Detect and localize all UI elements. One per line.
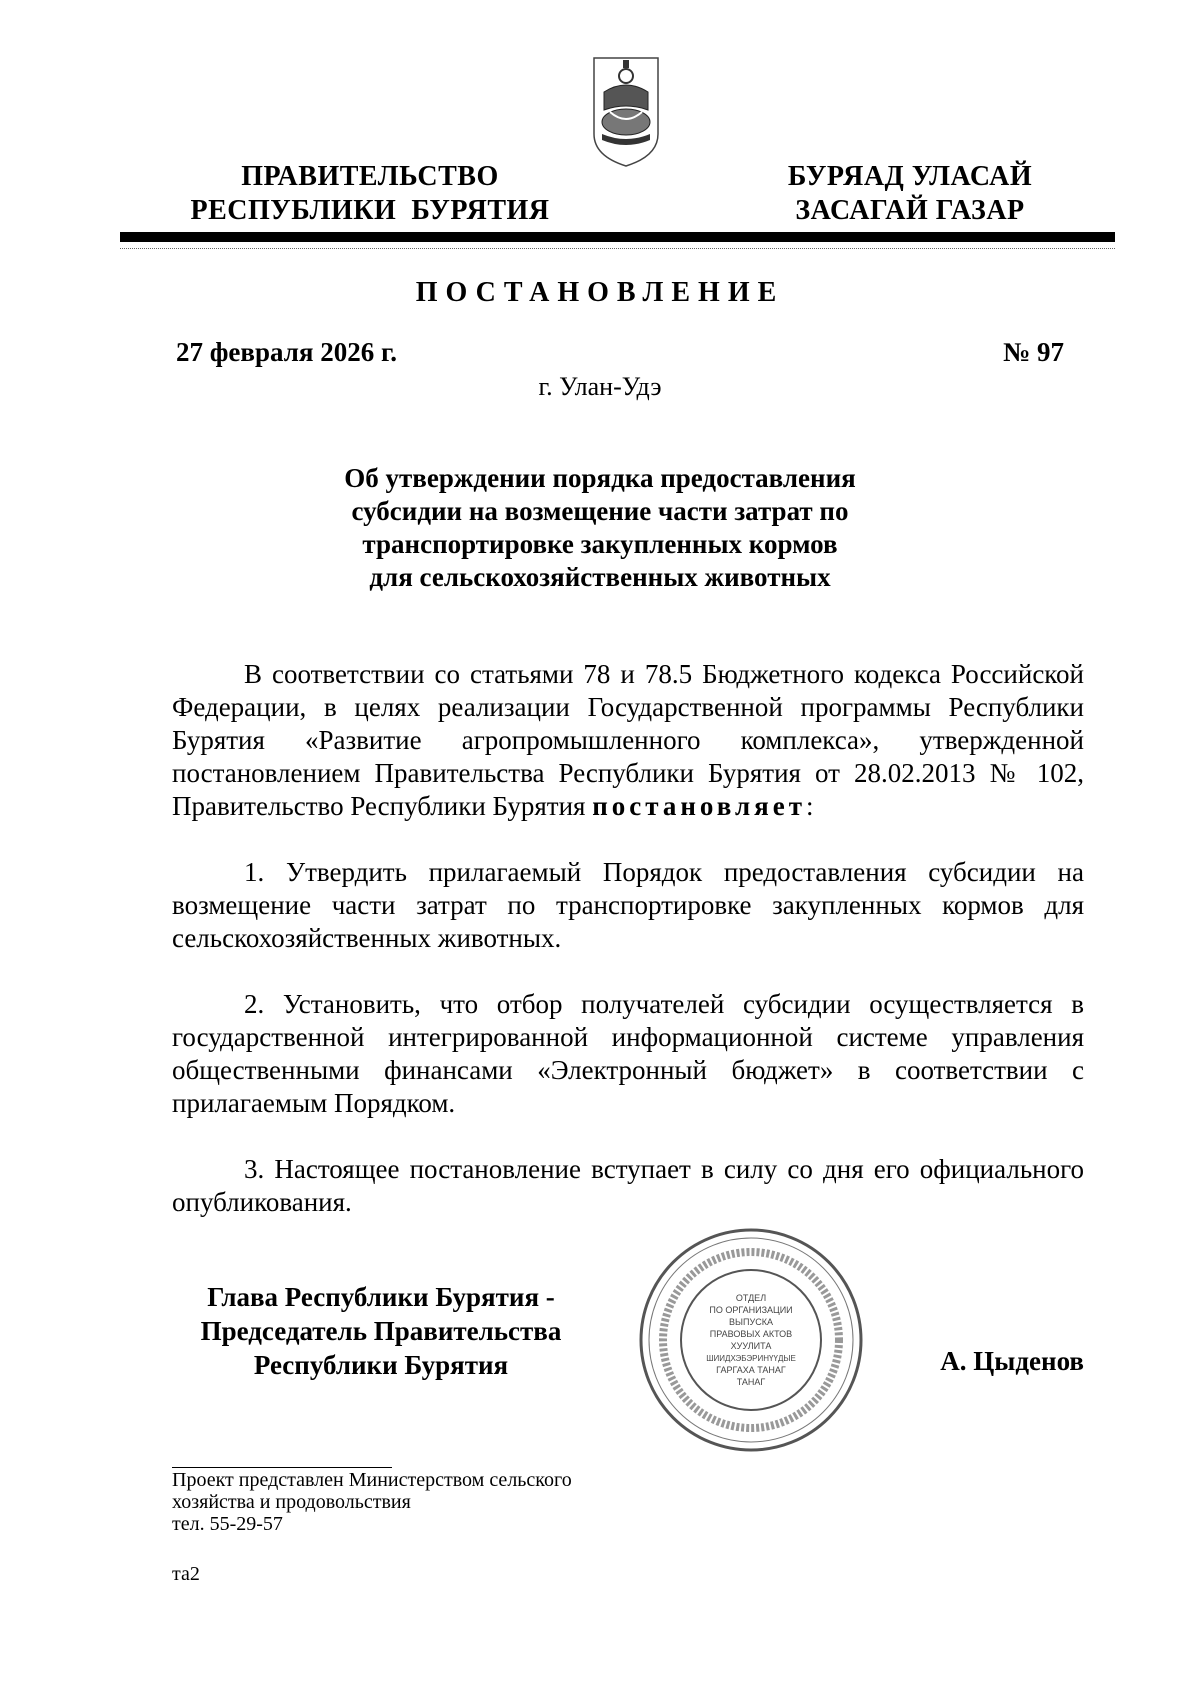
government-name-ru-line1: ПРАВИТЕЛЬСТВО	[241, 161, 499, 192]
document-date: 27 февраля 2026 г.	[176, 337, 397, 367]
footnote-line: хозяйства и продовольствия	[172, 1491, 411, 1513]
coat-of-arms-icon	[590, 52, 662, 170]
government-name-ru	[160, 160, 580, 228]
document-title-line: субсидии на возмещение части затрат по	[351, 496, 849, 526]
signer-name: А. Цыденов	[940, 1346, 1084, 1376]
seal-text-line: ТАНАГ	[736, 1377, 766, 1387]
clause-3: 3. Настоящее постановление вступает в силу со дня его официального опубликования.	[172, 1154, 1084, 1217]
footnote	[172, 1469, 572, 1535]
document-type: ПОСТАНОВЛЕНИЕ	[415, 277, 785, 308]
document-city: г. Улан-Удэ	[538, 372, 662, 401]
document-title-line: для сельскохозяйственных животных	[369, 562, 831, 592]
coat-of-arms-emblem	[590, 52, 662, 170]
seal-text-line: ГАРГАХА ТАНАГ	[716, 1365, 786, 1375]
document-code: та2	[172, 1563, 200, 1585]
preamble-text: В соответствии со статьями 78 и 78.5 Бюджетного кодекса Российской Федерации, в целях реализации Государственной программы Республики Бурятия «Развитие агропромышленного комплекса», утвержденной постановлением Правительства Республики Бурятия от 28.02.2013 № 102, Правительство Республики Бурятия	[172, 659, 1084, 821]
document-body	[172, 658, 1084, 1219]
signer-position-line: Председатель Правительства	[200, 1316, 562, 1346]
signer-position-line: Глава Республики Бурятия -	[207, 1282, 555, 1312]
official-round-seal-icon	[636, 1225, 866, 1455]
document-title-line: транспортировке закупленных кормов	[362, 529, 838, 559]
government-name-bua	[750, 160, 1070, 228]
government-name-ru-line2: РЕСПУБЛИКИ БУРЯТИЯ	[190, 195, 550, 226]
seal-text-line: ПРАВОВЫХ АКТОВ	[709, 1329, 793, 1339]
government-name-bua-line2: ЗАСАГАЙ ГАЗАР	[795, 195, 1025, 226]
seal-text-line: ХУУЛИТА	[730, 1341, 772, 1351]
footnote-line: тел. 55-29-57	[172, 1513, 283, 1535]
signer-position	[176, 1280, 586, 1382]
document-number: № 97	[1003, 337, 1064, 367]
footnote-line: Проект представлен Министерством сельского	[172, 1469, 572, 1491]
preamble-paragraph	[172, 658, 1084, 823]
seal-text-line: ВЫПУСКА	[729, 1317, 773, 1327]
government-name-bua-line1: БУРЯАД УЛАСАЙ	[787, 161, 1033, 192]
official-seal	[636, 1225, 866, 1455]
seal-text-line: ПО ОРГАНИЗАЦИИ	[709, 1305, 793, 1315]
header-divider-thick	[120, 232, 1115, 242]
seal-text-line: ШИИДХЭБЭРИНҮҮДЫЕ	[706, 1354, 796, 1363]
seal-text-line: ОТДЕЛ	[735, 1293, 767, 1303]
signer-position-line: Республики Бурятия	[253, 1350, 509, 1380]
footnote-divider	[172, 1467, 392, 1468]
resolves-colon: :	[805, 791, 814, 821]
clause-2: 2. Установить, что отбор получателей субсидии осуществляется в государственной интегрированной информационной системе управления общественными финансами «Электронный бюджет» в соответствии с прилагаемым Порядком.	[172, 989, 1084, 1118]
document-title	[250, 462, 950, 594]
document-title-line: Об утверждении порядка предоставления	[344, 463, 856, 493]
header-divider-thin	[120, 248, 1115, 249]
clause-1: 1. Утвердить прилагаемый Порядок предоставления субсидии на возмещение части затрат по транспортировке закупленных кормов для сельскохозяйственных животных.	[172, 857, 1084, 953]
resolves-word: постановляет	[592, 791, 806, 821]
